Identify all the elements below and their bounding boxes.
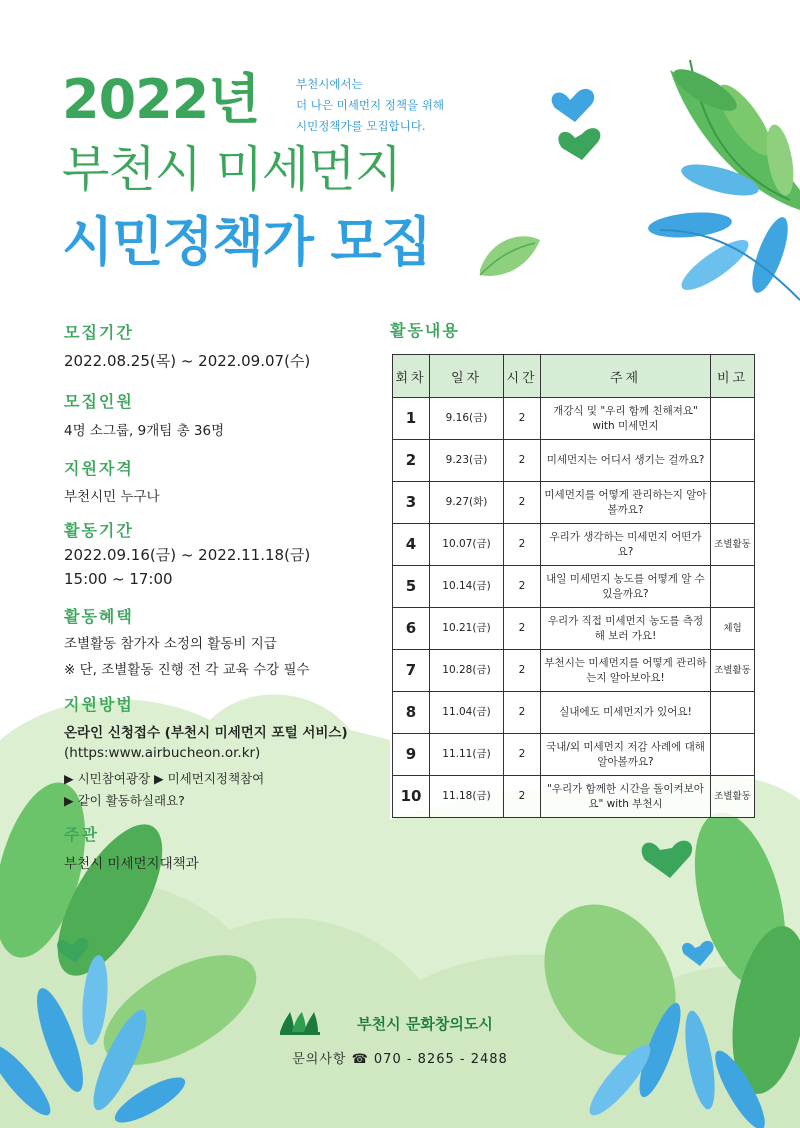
section-heading-apply-method: 지원방법 xyxy=(64,695,134,714)
column-header: 비고 xyxy=(711,355,755,398)
year-heading: 2022년 xyxy=(62,68,260,131)
section-heading-recruit-period: 모집기간 xyxy=(64,323,134,342)
table-row xyxy=(393,608,755,650)
section-text: ※ 단, 조별활동 진행 전 각 교육 수강 필수 xyxy=(64,662,310,678)
session-date: 10.21(금) xyxy=(430,608,504,650)
session-number: 2 xyxy=(393,440,430,482)
table-row xyxy=(393,692,755,734)
session-topic: 미세먼지는 어디서 생기는 걸까요? xyxy=(541,440,711,482)
section-text: 조별활동 참가자 소정의 활동비 지급 xyxy=(64,636,277,652)
section-text: 부천시 미세먼지대책과 xyxy=(64,856,199,872)
table-row xyxy=(393,482,755,524)
session-note xyxy=(711,566,755,608)
column-header: 주제 xyxy=(541,355,711,398)
table-row xyxy=(393,566,755,608)
intro-line: 더 나은 미세먼지 정책을 위해 xyxy=(296,98,444,112)
title-line-1: 부천시 미세먼지 xyxy=(62,141,401,198)
session-date: 11.11(금) xyxy=(430,734,504,776)
table-row xyxy=(393,734,755,776)
intro-line: 부천시에서는 xyxy=(296,77,363,91)
session-number: 7 xyxy=(393,650,430,692)
section-text: ▶ 같이 활동하실래요? xyxy=(64,793,185,808)
session-topic: 우리가 생각하는 미세먼지 어떤가요? xyxy=(541,524,711,566)
section-text: 온라인 신청접수 (부천시 미세먼지 포털 서비스) xyxy=(64,725,348,741)
session-date: 9.23(금) xyxy=(430,440,504,482)
session-number: 10 xyxy=(393,776,430,818)
section-text: 15:00 ~ 17:00 xyxy=(64,570,173,588)
session-note xyxy=(711,692,755,734)
session-hours: 2 xyxy=(504,398,541,440)
session-hours: 2 xyxy=(504,440,541,482)
session-note: 조별활동 xyxy=(711,524,755,566)
section-heading-recruit-count: 모집인원 xyxy=(64,392,134,411)
activity-table xyxy=(392,354,755,818)
table-row xyxy=(393,398,755,440)
session-number: 1 xyxy=(393,398,430,440)
session-hours: 2 xyxy=(504,776,541,818)
session-hours: 2 xyxy=(504,482,541,524)
intro-line: 시민정책가를 모집합니다. xyxy=(296,119,426,133)
table-header-row xyxy=(393,355,755,398)
session-hours: 2 xyxy=(504,608,541,650)
session-number: 5 xyxy=(393,566,430,608)
session-number: 4 xyxy=(393,524,430,566)
column-header: 일자 xyxy=(430,355,504,398)
session-note xyxy=(711,440,755,482)
phone-number[interactable]: ☎ 070 - 8265 - 2488 xyxy=(351,1052,508,1067)
column-header: 회차 xyxy=(393,355,430,398)
section-text: 2022.08.25(목) ~ 2022.09.07(수) xyxy=(64,352,311,370)
session-note: 조별활동 xyxy=(711,776,755,818)
table-row xyxy=(393,440,755,482)
activity-heading: 활동내용 xyxy=(390,321,460,340)
session-topic: 개강식 및 "우리 함께 친해져요" with 미세먼지 xyxy=(541,398,711,440)
session-number: 6 xyxy=(393,608,430,650)
section-text: ▶ 시민참여광장 ▶ 미세먼지정책참여 xyxy=(64,771,265,786)
session-hours: 2 xyxy=(504,692,541,734)
website-link[interactable]: (https:www.airbucheon.or.kr) xyxy=(64,745,261,761)
section-heading-activity-period: 활동기간 xyxy=(64,521,134,540)
session-date: 9.16(금) xyxy=(430,398,504,440)
session-number: 8 xyxy=(393,692,430,734)
session-hours: 2 xyxy=(504,650,541,692)
session-hours: 2 xyxy=(504,734,541,776)
title-line-2: 시민정책가 모집 xyxy=(62,212,431,273)
session-topic: 실내에도 미세먼지가 있어요! xyxy=(541,692,711,734)
session-note xyxy=(711,482,755,524)
section-text: 4명 소그룹, 9개팀 총 36명 xyxy=(64,423,225,439)
session-number: 3 xyxy=(393,482,430,524)
contact-label: 문의사항 xyxy=(292,1052,347,1067)
contact-info xyxy=(0,1048,800,1067)
session-topic: 미세먼지를 어떻게 관리하는지 알아볼까요? xyxy=(541,482,711,524)
table-row xyxy=(393,524,755,566)
session-number: 9 xyxy=(393,734,430,776)
column-header: 시간 xyxy=(504,355,541,398)
session-topic: "우리가 함께한 시간을 돌이켜보아요" with 부천시 xyxy=(541,776,711,818)
session-note: 조별활동 xyxy=(711,650,755,692)
session-date: 10.14(금) xyxy=(430,566,504,608)
section-heading-organizer: 주관 xyxy=(64,825,99,844)
city-logo xyxy=(0,1013,800,1034)
session-date: 11.04(금) xyxy=(430,692,504,734)
section-heading-eligibility: 지원자격 xyxy=(64,459,134,478)
session-topic: 내일 미세먼지 농도를 어떻게 알 수 있을까요? xyxy=(541,566,711,608)
session-hours: 2 xyxy=(504,524,541,566)
session-hours: 2 xyxy=(504,566,541,608)
session-date: 10.28(금) xyxy=(430,650,504,692)
section-heading-benefits: 활동혜택 xyxy=(64,607,134,626)
table-row xyxy=(393,776,755,818)
session-date: 11.18(금) xyxy=(430,776,504,818)
session-note: 체험 xyxy=(711,608,755,650)
table-row xyxy=(393,650,755,692)
session-topic: 국내/외 미세먼지 저감 사례에 대해 알아볼까요? xyxy=(541,734,711,776)
logo-text: 부천시 문화창의도시 xyxy=(357,1015,493,1033)
session-date: 10.07(금) xyxy=(430,524,504,566)
session-topic: 부천시는 미세먼지를 어떻게 관리하는지 알아보아요! xyxy=(541,650,711,692)
session-note xyxy=(711,398,755,440)
session-date: 9.27(화) xyxy=(430,482,504,524)
session-topic: 우리가 직접 미세먼지 농도를 측정해 보러 가요! xyxy=(541,608,711,650)
section-text: 2022.09.16(금) ~ 2022.11.18(금) xyxy=(64,546,311,564)
intro-text xyxy=(296,74,444,137)
section-text: 부천시민 누구나 xyxy=(64,489,160,505)
session-note xyxy=(711,734,755,776)
